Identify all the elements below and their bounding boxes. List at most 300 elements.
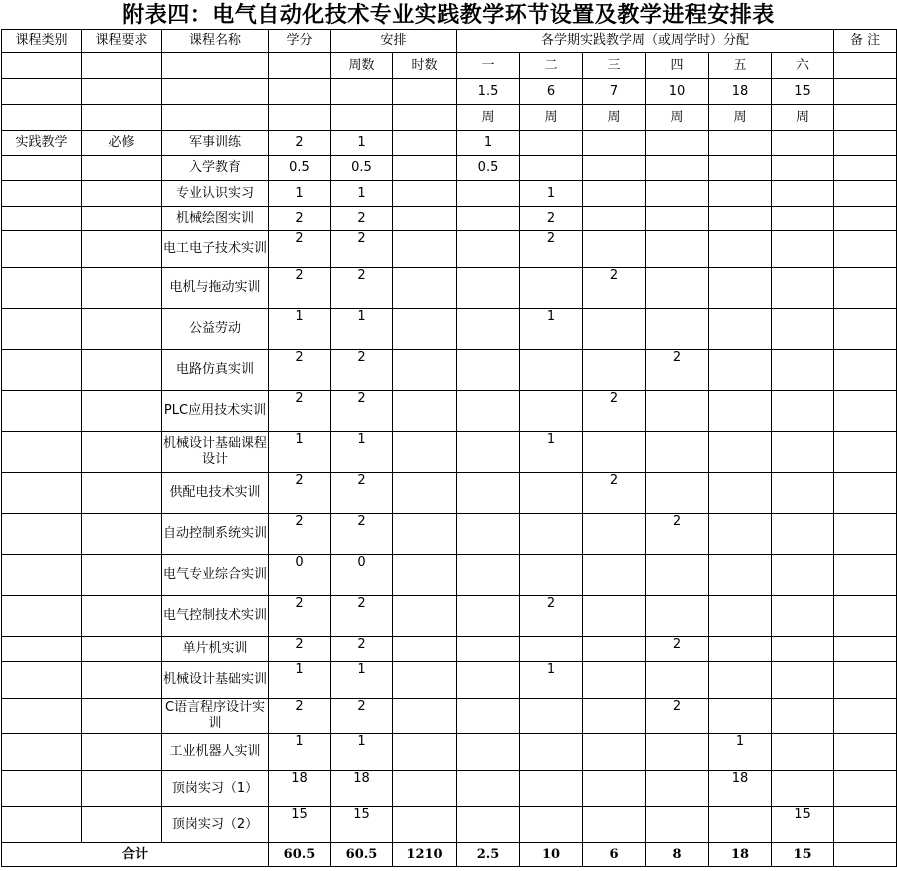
category-cell — [2, 514, 82, 555]
course-name-cell: 顶岗实习（2） — [162, 807, 269, 843]
hours-cell — [393, 734, 457, 771]
semester-4-cell — [646, 268, 709, 309]
requirement-cell — [82, 514, 162, 555]
weeks-cell: 1 — [331, 309, 393, 350]
semester-4-cell — [646, 207, 709, 231]
semester-1-cell — [457, 637, 520, 662]
category-cell — [2, 662, 82, 699]
weeks-cell: 2 — [331, 231, 393, 268]
semester-2-cell — [520, 268, 583, 309]
semester-3-cell — [583, 734, 646, 771]
semester-6-cell — [772, 268, 834, 309]
semester-2-cell — [520, 699, 583, 734]
course-name-cell: 顶岗实习（1） — [162, 771, 269, 807]
table-row — [2, 156, 897, 181]
semester-weeks-2: 6 — [520, 79, 583, 105]
semester-1-cell — [457, 734, 520, 771]
semester-6-cell — [772, 514, 834, 555]
table-row — [2, 268, 897, 309]
requirement-cell — [82, 637, 162, 662]
semester-1-cell — [457, 514, 520, 555]
weeks-cell: 18 — [331, 771, 393, 807]
category-cell — [2, 807, 82, 843]
semester-4-cell: 2 — [646, 514, 709, 555]
semester-6-cell — [772, 432, 834, 473]
semester-4-cell — [646, 432, 709, 473]
semester-5-cell — [709, 181, 772, 207]
semester-2-cell: 2 — [520, 207, 583, 231]
weeks-cell: 1 — [331, 662, 393, 699]
semester-weeks-5: 18 — [709, 79, 772, 105]
category-cell — [2, 734, 82, 771]
hours-cell — [393, 309, 457, 350]
table-row — [2, 734, 897, 771]
course-name-cell: 供配电技术实训 — [162, 473, 269, 514]
category-cell — [2, 699, 82, 734]
remarks-cell — [834, 131, 897, 156]
semester-6-cell — [772, 207, 834, 231]
semester-5-cell — [709, 207, 772, 231]
remarks-cell — [834, 699, 897, 734]
header-semester-4: 四 — [646, 53, 709, 79]
semester-4-cell — [646, 181, 709, 207]
semester-5-cell — [709, 156, 772, 181]
hours-cell — [393, 231, 457, 268]
semester-6-cell — [772, 771, 834, 807]
semester-1-cell — [457, 699, 520, 734]
credits-cell: 2 — [269, 268, 331, 309]
header-requirement: 课程要求 — [82, 30, 162, 53]
requirement-cell — [82, 432, 162, 473]
table-row — [2, 555, 897, 596]
credits-cell: 2 — [269, 350, 331, 391]
hours-cell — [393, 131, 457, 156]
semester-weeks-3: 7 — [583, 79, 646, 105]
semester-2-cell — [520, 473, 583, 514]
week-unit-5: 周 — [709, 105, 772, 131]
category-cell: 实践教学 — [2, 131, 82, 156]
semester-1-cell — [457, 181, 520, 207]
weeks-cell: 2 — [331, 596, 393, 637]
weeks-cell: 2 — [331, 207, 393, 231]
table-row — [2, 514, 897, 555]
course-name-cell: 自动控制系统实训 — [162, 514, 269, 555]
semester-1-cell — [457, 473, 520, 514]
semester-5-cell — [709, 231, 772, 268]
hours-cell — [393, 699, 457, 734]
header-row-3 — [2, 79, 897, 105]
week-unit-1: 周 — [457, 105, 520, 131]
category-cell — [2, 596, 82, 637]
semester-5-cell — [709, 596, 772, 637]
course-name-cell: PLC应用技术实训 — [162, 391, 269, 432]
week-unit-2: 周 — [520, 105, 583, 131]
category-cell — [2, 391, 82, 432]
semester-2-cell: 1 — [520, 662, 583, 699]
semester-2-cell — [520, 637, 583, 662]
semester-2-cell — [520, 555, 583, 596]
semester-2-cell — [520, 391, 583, 432]
weeks-cell: 1 — [331, 131, 393, 156]
remarks-cell — [834, 637, 897, 662]
hours-cell — [393, 807, 457, 843]
credits-cell: 2 — [269, 231, 331, 268]
semester-4-cell — [646, 309, 709, 350]
weeks-cell: 2 — [331, 473, 393, 514]
total-credits: 60.5 — [269, 843, 331, 867]
semester-6-cell — [772, 131, 834, 156]
header-weeks: 周数 — [331, 53, 393, 79]
remarks-cell — [834, 662, 897, 699]
category-cell — [2, 309, 82, 350]
semester-1-cell — [457, 350, 520, 391]
hours-cell — [393, 432, 457, 473]
semester-4-cell — [646, 473, 709, 514]
table-row — [2, 207, 897, 231]
weeks-cell: 2 — [331, 699, 393, 734]
remarks-cell — [834, 734, 897, 771]
weeks-cell: 0.5 — [331, 156, 393, 181]
table-row — [2, 473, 897, 514]
weeks-cell: 1 — [331, 432, 393, 473]
category-cell — [2, 473, 82, 514]
hours-cell — [393, 181, 457, 207]
hours-cell — [393, 156, 457, 181]
weeks-cell: 2 — [331, 391, 393, 432]
table-row — [2, 807, 897, 843]
requirement-cell: 必修 — [82, 131, 162, 156]
semester-2-cell — [520, 156, 583, 181]
header-semester-2: 二 — [520, 53, 583, 79]
semester-3-cell — [583, 207, 646, 231]
semester-1-cell — [457, 807, 520, 843]
semester-3-cell: 2 — [583, 473, 646, 514]
credits-cell: 18 — [269, 771, 331, 807]
semester-4-cell — [646, 807, 709, 843]
weeks-cell: 2 — [331, 637, 393, 662]
total-semester-5: 18 — [709, 843, 772, 867]
semester-6-cell — [772, 350, 834, 391]
week-unit-6: 周 — [772, 105, 834, 131]
semester-5-cell — [709, 473, 772, 514]
semester-4-cell — [646, 131, 709, 156]
requirement-cell — [82, 734, 162, 771]
total-semester-2: 10 — [520, 843, 583, 867]
semester-weeks-1: 1.5 — [457, 79, 520, 105]
remarks-cell — [834, 555, 897, 596]
semester-6-cell — [772, 555, 834, 596]
requirement-cell — [82, 662, 162, 699]
semester-5-cell — [709, 350, 772, 391]
category-cell — [2, 771, 82, 807]
semester-6-cell — [772, 231, 834, 268]
semester-4-cell: 2 — [646, 699, 709, 734]
requirement-cell — [82, 771, 162, 807]
semester-1-cell — [457, 662, 520, 699]
table-row — [2, 637, 897, 662]
remarks-cell — [834, 771, 897, 807]
semester-3-cell — [583, 555, 646, 596]
hours-cell — [393, 391, 457, 432]
semester-6-cell — [772, 637, 834, 662]
category-cell — [2, 231, 82, 268]
course-name-cell: 入学教育 — [162, 156, 269, 181]
semester-5-cell — [709, 268, 772, 309]
hours-cell — [393, 662, 457, 699]
requirement-cell — [82, 309, 162, 350]
course-name-cell: 单片机实训 — [162, 637, 269, 662]
semester-3-cell — [583, 807, 646, 843]
semester-5-cell — [709, 131, 772, 156]
table-row — [2, 391, 897, 432]
hours-cell — [393, 596, 457, 637]
category-cell — [2, 350, 82, 391]
semester-2-cell — [520, 734, 583, 771]
credits-cell: 2 — [269, 699, 331, 734]
remarks-cell — [834, 473, 897, 514]
header-semester-1: 一 — [457, 53, 520, 79]
weeks-cell: 15 — [331, 807, 393, 843]
semester-4-cell: 2 — [646, 350, 709, 391]
header-course-name: 课程名称 — [162, 30, 269, 53]
credits-cell: 1 — [269, 309, 331, 350]
semester-4-cell — [646, 596, 709, 637]
semester-2-cell: 1 — [520, 181, 583, 207]
semester-1-cell — [457, 555, 520, 596]
week-unit-3: 周 — [583, 105, 646, 131]
semester-6-cell — [772, 662, 834, 699]
table-row — [2, 662, 897, 699]
total-remarks — [834, 843, 897, 867]
table-row — [2, 231, 897, 268]
semester-weeks-4: 10 — [646, 79, 709, 105]
credits-cell: 2 — [269, 131, 331, 156]
semester-1-cell — [457, 207, 520, 231]
semester-6-cell — [772, 391, 834, 432]
requirement-cell — [82, 350, 162, 391]
course-name-cell: 机械设计基础实训 — [162, 662, 269, 699]
semester-4-cell — [646, 662, 709, 699]
header-row-2 — [2, 53, 897, 79]
semester-2-cell — [520, 807, 583, 843]
semester-5-cell: 18 — [709, 771, 772, 807]
semester-1-cell: 1 — [457, 131, 520, 156]
header-semester-distribution: 各学期实践教学周（或周学时）分配 — [457, 30, 834, 53]
category-cell — [2, 432, 82, 473]
total-hours: 1210 — [393, 843, 457, 867]
header-credits: 学分 — [269, 30, 331, 53]
category-cell — [2, 268, 82, 309]
semester-1-cell: 0.5 — [457, 156, 520, 181]
hours-cell — [393, 350, 457, 391]
semester-5-cell — [709, 514, 772, 555]
semester-6-cell: 15 — [772, 807, 834, 843]
requirement-cell — [82, 473, 162, 514]
header-hours: 时数 — [393, 53, 457, 79]
semester-5-cell: 1 — [709, 734, 772, 771]
hours-cell — [393, 555, 457, 596]
requirement-cell — [82, 596, 162, 637]
total-row — [2, 843, 897, 867]
semester-3-cell — [583, 156, 646, 181]
requirement-cell — [82, 181, 162, 207]
table-row — [2, 432, 897, 473]
category-cell — [2, 156, 82, 181]
semester-2-cell — [520, 131, 583, 156]
requirement-cell — [82, 391, 162, 432]
semester-3-cell — [583, 596, 646, 637]
category-cell — [2, 181, 82, 207]
credits-cell: 1 — [269, 734, 331, 771]
semester-1-cell — [457, 309, 520, 350]
semester-2-cell: 2 — [520, 596, 583, 637]
semester-1-cell — [457, 391, 520, 432]
semester-1-cell — [457, 771, 520, 807]
header-semester-3: 三 — [583, 53, 646, 79]
remarks-cell — [834, 207, 897, 231]
credits-cell: 2 — [269, 207, 331, 231]
semester-2-cell: 1 — [520, 432, 583, 473]
credits-cell: 2 — [269, 637, 331, 662]
semester-1-cell — [457, 596, 520, 637]
week-unit-4: 周 — [646, 105, 709, 131]
credits-cell: 2 — [269, 596, 331, 637]
total-label: 合计 — [2, 843, 269, 867]
header-row-1 — [2, 30, 897, 53]
remarks-cell — [834, 350, 897, 391]
course-name-cell: 公益劳动 — [162, 309, 269, 350]
page-title: 附表四：电气自动化技术专业实践教学环节设置及教学进程安排表 — [122, 3, 775, 28]
category-cell — [2, 637, 82, 662]
requirement-cell — [82, 268, 162, 309]
semester-5-cell — [709, 637, 772, 662]
hours-cell — [393, 514, 457, 555]
semester-5-cell — [709, 699, 772, 734]
course-name-cell: 专业认识实习 — [162, 181, 269, 207]
semester-5-cell — [709, 555, 772, 596]
semester-3-cell — [583, 350, 646, 391]
header-remarks: 备 注 — [834, 30, 897, 53]
table-row — [2, 771, 897, 807]
semester-5-cell — [709, 662, 772, 699]
semester-3-cell — [583, 662, 646, 699]
remarks-cell — [834, 156, 897, 181]
semester-3-cell — [583, 131, 646, 156]
semester-6-cell — [772, 309, 834, 350]
course-name-cell: 机械设计基础课程设计 — [162, 432, 269, 473]
semester-1-cell — [457, 231, 520, 268]
table-row — [2, 181, 897, 207]
course-name-cell: 工业机器人实训 — [162, 734, 269, 771]
weeks-cell: 2 — [331, 514, 393, 555]
semester-2-cell: 1 — [520, 309, 583, 350]
semester-6-cell — [772, 596, 834, 637]
semester-4-cell: 2 — [646, 637, 709, 662]
course-name-cell: 电机与拖动实训 — [162, 268, 269, 309]
header-arrangement: 安排 — [331, 30, 457, 53]
credits-cell: 1 — [269, 662, 331, 699]
semester-1-cell — [457, 268, 520, 309]
semester-4-cell — [646, 391, 709, 432]
credits-cell: 2 — [269, 473, 331, 514]
remarks-cell — [834, 432, 897, 473]
semester-6-cell — [772, 473, 834, 514]
semester-3-cell: 2 — [583, 268, 646, 309]
header-semester-5: 五 — [709, 53, 772, 79]
weeks-cell: 1 — [331, 734, 393, 771]
semester-4-cell — [646, 734, 709, 771]
weeks-cell: 0 — [331, 555, 393, 596]
course-name-cell: 电路仿真实训 — [162, 350, 269, 391]
semester-4-cell — [646, 555, 709, 596]
hours-cell — [393, 637, 457, 662]
credits-cell: 1 — [269, 181, 331, 207]
course-name-cell: 电气专业综合实训 — [162, 555, 269, 596]
credits-cell: 0.5 — [269, 156, 331, 181]
semester-3-cell — [583, 637, 646, 662]
semester-5-cell — [709, 391, 772, 432]
hours-cell — [393, 207, 457, 231]
header-semester-6: 六 — [772, 53, 834, 79]
semester-5-cell — [709, 432, 772, 473]
remarks-cell — [834, 181, 897, 207]
hours-cell — [393, 771, 457, 807]
hours-cell — [393, 473, 457, 514]
remarks-cell — [834, 231, 897, 268]
schedule-table — [1, 29, 897, 867]
table-row — [2, 309, 897, 350]
semester-4-cell — [646, 771, 709, 807]
semester-2-cell — [520, 350, 583, 391]
semester-2-cell — [520, 514, 583, 555]
weeks-cell: 1 — [331, 181, 393, 207]
semester-6-cell — [772, 181, 834, 207]
semester-3-cell — [583, 699, 646, 734]
semester-weeks-6: 15 — [772, 79, 834, 105]
remarks-cell — [834, 807, 897, 843]
course-name-cell: 电气控制技术实训 — [162, 596, 269, 637]
total-semester-6: 15 — [772, 843, 834, 867]
table-row — [2, 131, 897, 156]
semester-1-cell — [457, 432, 520, 473]
semester-5-cell — [709, 309, 772, 350]
semester-3-cell — [583, 181, 646, 207]
requirement-cell — [82, 699, 162, 734]
credits-cell: 15 — [269, 807, 331, 843]
category-cell — [2, 555, 82, 596]
requirement-cell — [82, 231, 162, 268]
semester-3-cell — [583, 771, 646, 807]
semester-2-cell — [520, 771, 583, 807]
semester-4-cell — [646, 156, 709, 181]
course-name-cell: 电工电子技术实训 — [162, 231, 269, 268]
semester-3-cell — [583, 231, 646, 268]
course-name-cell: 军事训练 — [162, 131, 269, 156]
category-cell — [2, 207, 82, 231]
remarks-cell — [834, 391, 897, 432]
credits-cell: 2 — [269, 391, 331, 432]
credits-cell: 1 — [269, 432, 331, 473]
table-row — [2, 350, 897, 391]
requirement-cell — [82, 207, 162, 231]
header-row-4 — [2, 105, 897, 131]
remarks-cell — [834, 309, 897, 350]
credits-cell: 0 — [269, 555, 331, 596]
semester-3-cell — [583, 432, 646, 473]
weeks-cell: 2 — [331, 350, 393, 391]
remarks-cell — [834, 514, 897, 555]
semester-2-cell: 2 — [520, 231, 583, 268]
